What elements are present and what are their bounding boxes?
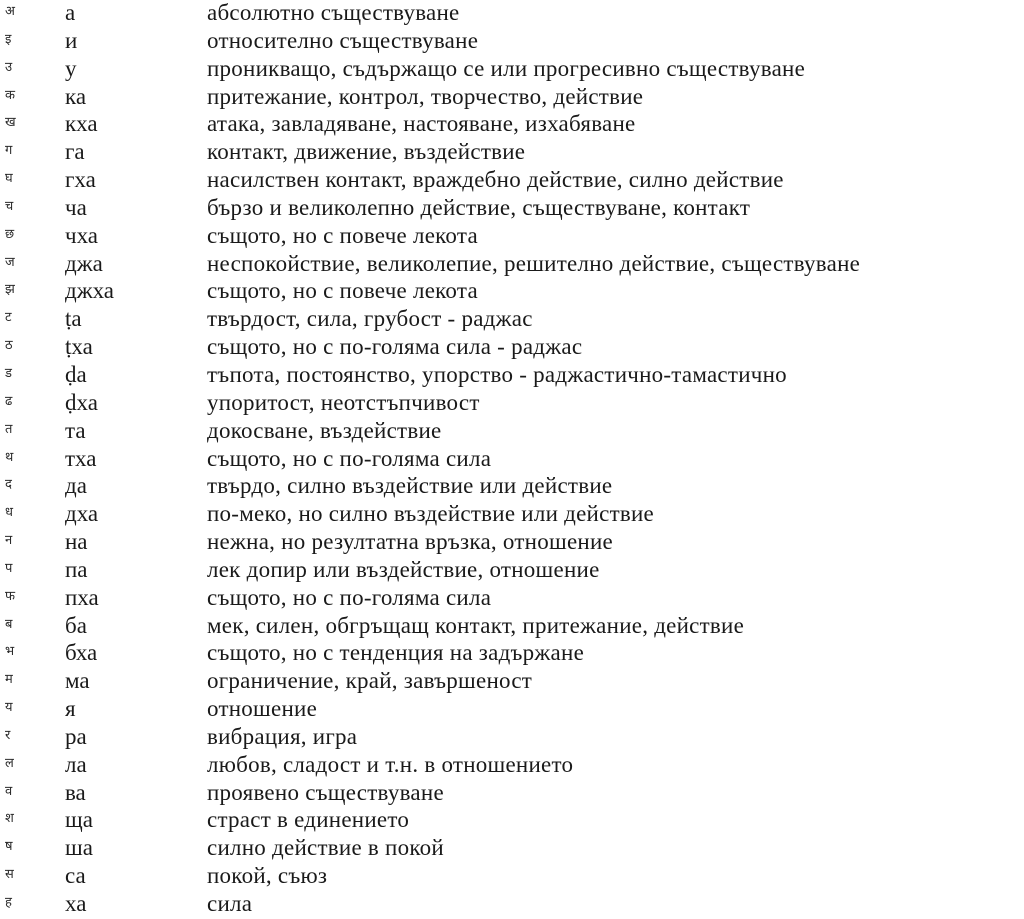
table-row (0, 446, 1024, 474)
devanagari-letter: क (5, 87, 15, 103)
table-row (0, 501, 1024, 529)
transliteration: ча (65, 194, 87, 220)
meaning: по-меко, но силно въздействие или действие (207, 501, 655, 527)
meaning: твърдо, силно въздействие или действие (207, 473, 613, 499)
table-row (0, 835, 1024, 863)
devanagari-letter: ब (5, 616, 13, 632)
devanagari-letter: उ (5, 59, 13, 75)
transliteration: гха (65, 167, 96, 193)
devanagari-letter: त (5, 421, 13, 437)
devanagari-letter: छ (5, 226, 15, 242)
devanagari-letter: भ (5, 644, 15, 660)
meaning: същото, но с повече лекота (207, 222, 478, 248)
meaning: нежна, но резултатна връзка, отношение (207, 529, 613, 555)
transliteration: ха (65, 891, 87, 916)
table-row (0, 334, 1024, 362)
transliteration: джа (65, 250, 103, 276)
transliteration: у (65, 55, 77, 81)
devanagari-letter: च (5, 198, 14, 214)
table-row (0, 863, 1024, 891)
table-row (0, 696, 1024, 724)
transliteration: ва (65, 779, 86, 805)
transliteration: дха (65, 501, 99, 527)
meaning: насилствен контакт, враждебно действие, силно действие (207, 167, 784, 193)
meaning: тъпота, постоянство, упорство - раджастично-тамастично (207, 361, 787, 387)
transliteration: кха (65, 111, 98, 137)
meaning: бързо и великолепно действие, съществуване, контакт (207, 194, 751, 220)
meaning: същото, но с повече лекота (207, 278, 478, 304)
transliteration: и (65, 27, 78, 53)
table-row (0, 139, 1024, 167)
transliteration: чха (65, 222, 98, 248)
table-row (0, 473, 1024, 501)
table-row (0, 223, 1024, 251)
transliteration: джха (65, 278, 114, 304)
meaning: мек, силен, обгръщащ контакт, притежание, действие (207, 612, 745, 638)
devanagari-letter: व (5, 783, 13, 799)
meaning: покой, съюз (207, 863, 328, 889)
devanagari-letter: इ (5, 31, 12, 47)
meaning: същото, но с тенденция на задържане (207, 640, 585, 666)
devanagari-letter: स (5, 867, 14, 883)
meaning: същото, но с по-голяма сила - раджас (207, 334, 583, 360)
table-row (0, 56, 1024, 84)
table-row (0, 724, 1024, 752)
transliteration: ṭха (65, 334, 93, 360)
meaning: относително съществуване (207, 27, 479, 53)
table-row (0, 613, 1024, 641)
table-row (0, 557, 1024, 585)
meaning: притежание, контрол, творчество, действие (207, 83, 644, 109)
meaning: контакт, движение, въздействие (207, 139, 526, 165)
devanagari-letter: य (5, 700, 13, 716)
table-row (0, 640, 1024, 668)
table-row (0, 752, 1024, 780)
meaning: отношение (207, 696, 318, 722)
transliteration: ба (65, 612, 87, 638)
meaning: лек допир или въздействие, отношение (207, 556, 600, 582)
transliteration: са (65, 863, 86, 889)
transliteration: а (65, 0, 76, 25)
devanagari-letter: प (5, 560, 13, 576)
devanagari-letter: ठ (5, 338, 13, 354)
meaning: вибрация, игра (207, 723, 358, 749)
devanagari-letter: ल (5, 755, 14, 771)
devanagari-letter: ष (5, 839, 13, 855)
transliteration: бха (65, 640, 98, 666)
meaning: любов, сладост и т.н. в отношението (207, 751, 574, 777)
table-row (0, 780, 1024, 808)
transliteration: на (65, 529, 88, 555)
transliteration: па (65, 556, 88, 582)
table-row (0, 529, 1024, 557)
transliteration: ра (65, 723, 87, 749)
devanagari-letter: अ (5, 4, 15, 19)
devanagari-letter: ड (5, 365, 12, 381)
table-row (0, 585, 1024, 613)
table-row (0, 111, 1024, 139)
table-row (0, 278, 1024, 306)
transliteration: ḍха (65, 389, 98, 415)
devanagari-letter: न (5, 533, 13, 549)
meaning: проникващо, съдържащо се или прогресивно съществуване (207, 55, 806, 81)
devanagari-letter: फ (5, 588, 16, 604)
meaning: упоритост, неотстъпчивост (207, 389, 480, 415)
devanagari-letter: द (5, 477, 12, 493)
table-row (0, 362, 1024, 390)
devanagari-letter: म (5, 672, 13, 688)
devanagari-letter: ह (5, 895, 12, 910)
transliteration: да (65, 473, 87, 499)
table-row (0, 195, 1024, 223)
meaning: силно действие в покой (207, 835, 444, 861)
table-row (0, 0, 1024, 28)
meaning: абсолютно съществуване (207, 0, 460, 25)
table-row (0, 418, 1024, 446)
transliteration: тха (65, 445, 97, 471)
devanagari-letter: घ (5, 171, 13, 187)
transliteration: га (65, 139, 85, 165)
meaning: атака, завладяване, настояване, изхабяване (207, 111, 636, 137)
transliteration: ка (65, 83, 87, 109)
transliteration: ша (65, 835, 93, 861)
table-row (0, 306, 1024, 334)
transliteration: та (65, 417, 86, 443)
transliteration: ща (65, 807, 93, 833)
meaning: сила (207, 891, 253, 916)
table-row (0, 891, 1024, 919)
table-row (0, 167, 1024, 195)
table-row (0, 668, 1024, 696)
devanagari-letter: ख (5, 115, 16, 131)
table-row (0, 84, 1024, 112)
table-row (0, 807, 1024, 835)
meaning: същото, но с по-голяма сила (207, 584, 492, 610)
transliteration: ла (65, 751, 87, 777)
devanagari-letter: ग (5, 143, 13, 159)
meaning: същото, но с по-голяма сила (207, 445, 492, 471)
devanagari-letter: थ (5, 449, 14, 465)
meaning: твърдост, сила, грубост - раджас (207, 306, 533, 332)
meaning: докосване, въздействие (207, 417, 442, 443)
transliteration: я (65, 696, 76, 722)
meaning: проявено съществуване (207, 779, 444, 805)
meaning: ограничение, край, завършеност (207, 668, 533, 694)
devanagari-letter: ढ (5, 393, 13, 409)
devanagari-letter: ज (5, 254, 15, 270)
table-row (0, 28, 1024, 56)
table-row (0, 251, 1024, 279)
devanagari-letter: झ (5, 282, 15, 298)
devanagari-letter: श (5, 811, 14, 827)
table-row (0, 390, 1024, 418)
meaning: страст в единението (207, 807, 410, 833)
devanagari-letter: ध (5, 505, 13, 521)
transliteration: ḍа (65, 361, 87, 387)
transliteration: ṭа (65, 306, 82, 332)
meaning: неспокойствие, великолепие, решително действие, съществуване (207, 250, 861, 276)
transliteration: пха (65, 584, 99, 610)
devanagari-letter: र (5, 727, 11, 743)
transliteration: ма (65, 668, 90, 694)
devanagari-letter: ट (5, 310, 12, 326)
